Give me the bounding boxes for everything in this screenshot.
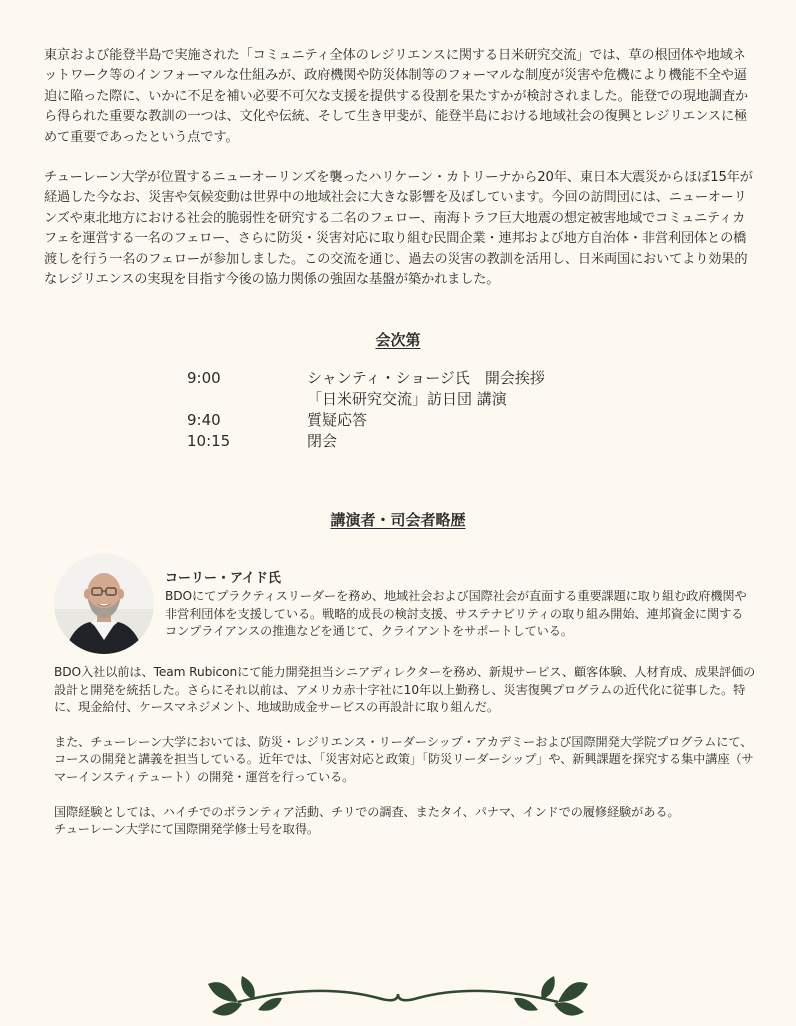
agenda-item-text: 「日米研究交流」訪日団 講演 — [307, 390, 507, 408]
agenda-item-text: 質疑応答 — [307, 411, 368, 429]
bio-body — [54, 664, 756, 856]
agenda-item — [187, 410, 545, 431]
agenda-item — [187, 431, 545, 452]
bio-paragraph-3 — [54, 804, 756, 839]
agenda-item-text: シャンティ・ショージ氏 開会挨拶 — [307, 369, 545, 387]
agenda-list — [187, 368, 545, 452]
bio-paragraph-1: BDO入社以前は、Team Rubiconにて能力開発担当シニアディレクターを務め、新規サービス、顧客体験、人材育成、成果評価の設計と開発を統括した。さらにそれ以前は、アメリカ赤十字社に10年以上勤務し、災害復興プログラムの近代化に従事した。特に、現金給付、ケースマネジメント、地域助成金サービスの再設計に取り組んだ。 — [54, 665, 756, 715]
leaf-ornament-icon — [198, 962, 598, 1022]
speaker-avatar — [54, 554, 154, 654]
intro-section — [44, 46, 754, 310]
agenda-time: 9:00 — [187, 369, 221, 387]
intro-paragraph-2: チューレーン大学が位置するニューオーリンズを襲ったハリケーン・カトリーナから20年、東日本大震災からほぼ15年が経過した今なお、災害や気候変動は世界中の地域社会に大きな影響を及ぼしています。今回の訪問団には、ニューオーリンズや東北地方における社会的脆弱性を研究する二名のフェロー、南海トラフ巨大地震の想定被害地域でコミュニティカフェを運営する一名のフェロー、さらに防災・災害対応に取り組む民間企業・連邦および地方自治体・非営利団体との橋渡しを行う一名のフェローが参加しました。この交流を通じ、過去の災害の教訓を活用し、日米両国においてより効果的なレジリエンスの実現を目指す今後の協力関係の強固な基盤が築かれました。 — [44, 170, 753, 288]
agenda-time: 10:15 — [187, 432, 231, 450]
intro-paragraph-1: 東京および能登半島で実施された「コミュニティ全体のレジリエンスに関する日米研究交流」では、草の根団体や地域ネットワーク等のインフォーマルな仕組みが、政府機関や防災体制等のフォーマルな制度が災害や危機により機能不全や逼迫に陥った際に、いかに不足を補い必要不可欠な支援を提供する役割を果たすかが検討されました。能登での現地調査から得られた重要な教訓の一つは、文化や伝統、そして生き甲斐が、能登半島における地域社会の復興とレジリエンスに極めて重要であったという点です。 — [44, 48, 749, 145]
agenda-time: 9:40 — [187, 411, 221, 429]
agenda-heading: 会次第 — [375, 331, 421, 349]
bio-paragraph-3-line-1: 国際経験としては、ハイチでのボランティア活動、チリでの調査、またタイ、パナマ、インドでの履修経験がある。 — [54, 804, 680, 819]
speaker-name: コーリー・アイド氏 — [165, 571, 281, 586]
agenda-item — [187, 368, 545, 410]
speaker-intro: BDOにてプラクティスリーダーを務め、地域社会および国際社会が直面する重要課題に取り組む政府機関や非営利団体を支援している。戦略的成長の検討支援、サステナビリティの取り組み開始、連邦資金に関するコンプライアンスの推進などを通じて、クライアントをサポートしている。 — [165, 589, 747, 639]
agenda-item-text: 閉会 — [307, 432, 338, 450]
bio-paragraph-2: また、チューレーン大学においては、防災・レジリエンス・リーダーシップ・アカデミーおよび国際開発大学院プログラムにて、コースの開発と講義を担当している。近年では、「災害対応と政策」「防災リーダーシップ」や、新興課題を探究する集中講座（サマーインスティテュート）の開発・運営を行っている。 — [54, 734, 754, 784]
bio-paragraph-3-line-2: チューレーン大学にて国際開発学修士号を取得。 — [54, 822, 320, 837]
bio-heading: 講演者・司会者略歴 — [330, 511, 466, 529]
